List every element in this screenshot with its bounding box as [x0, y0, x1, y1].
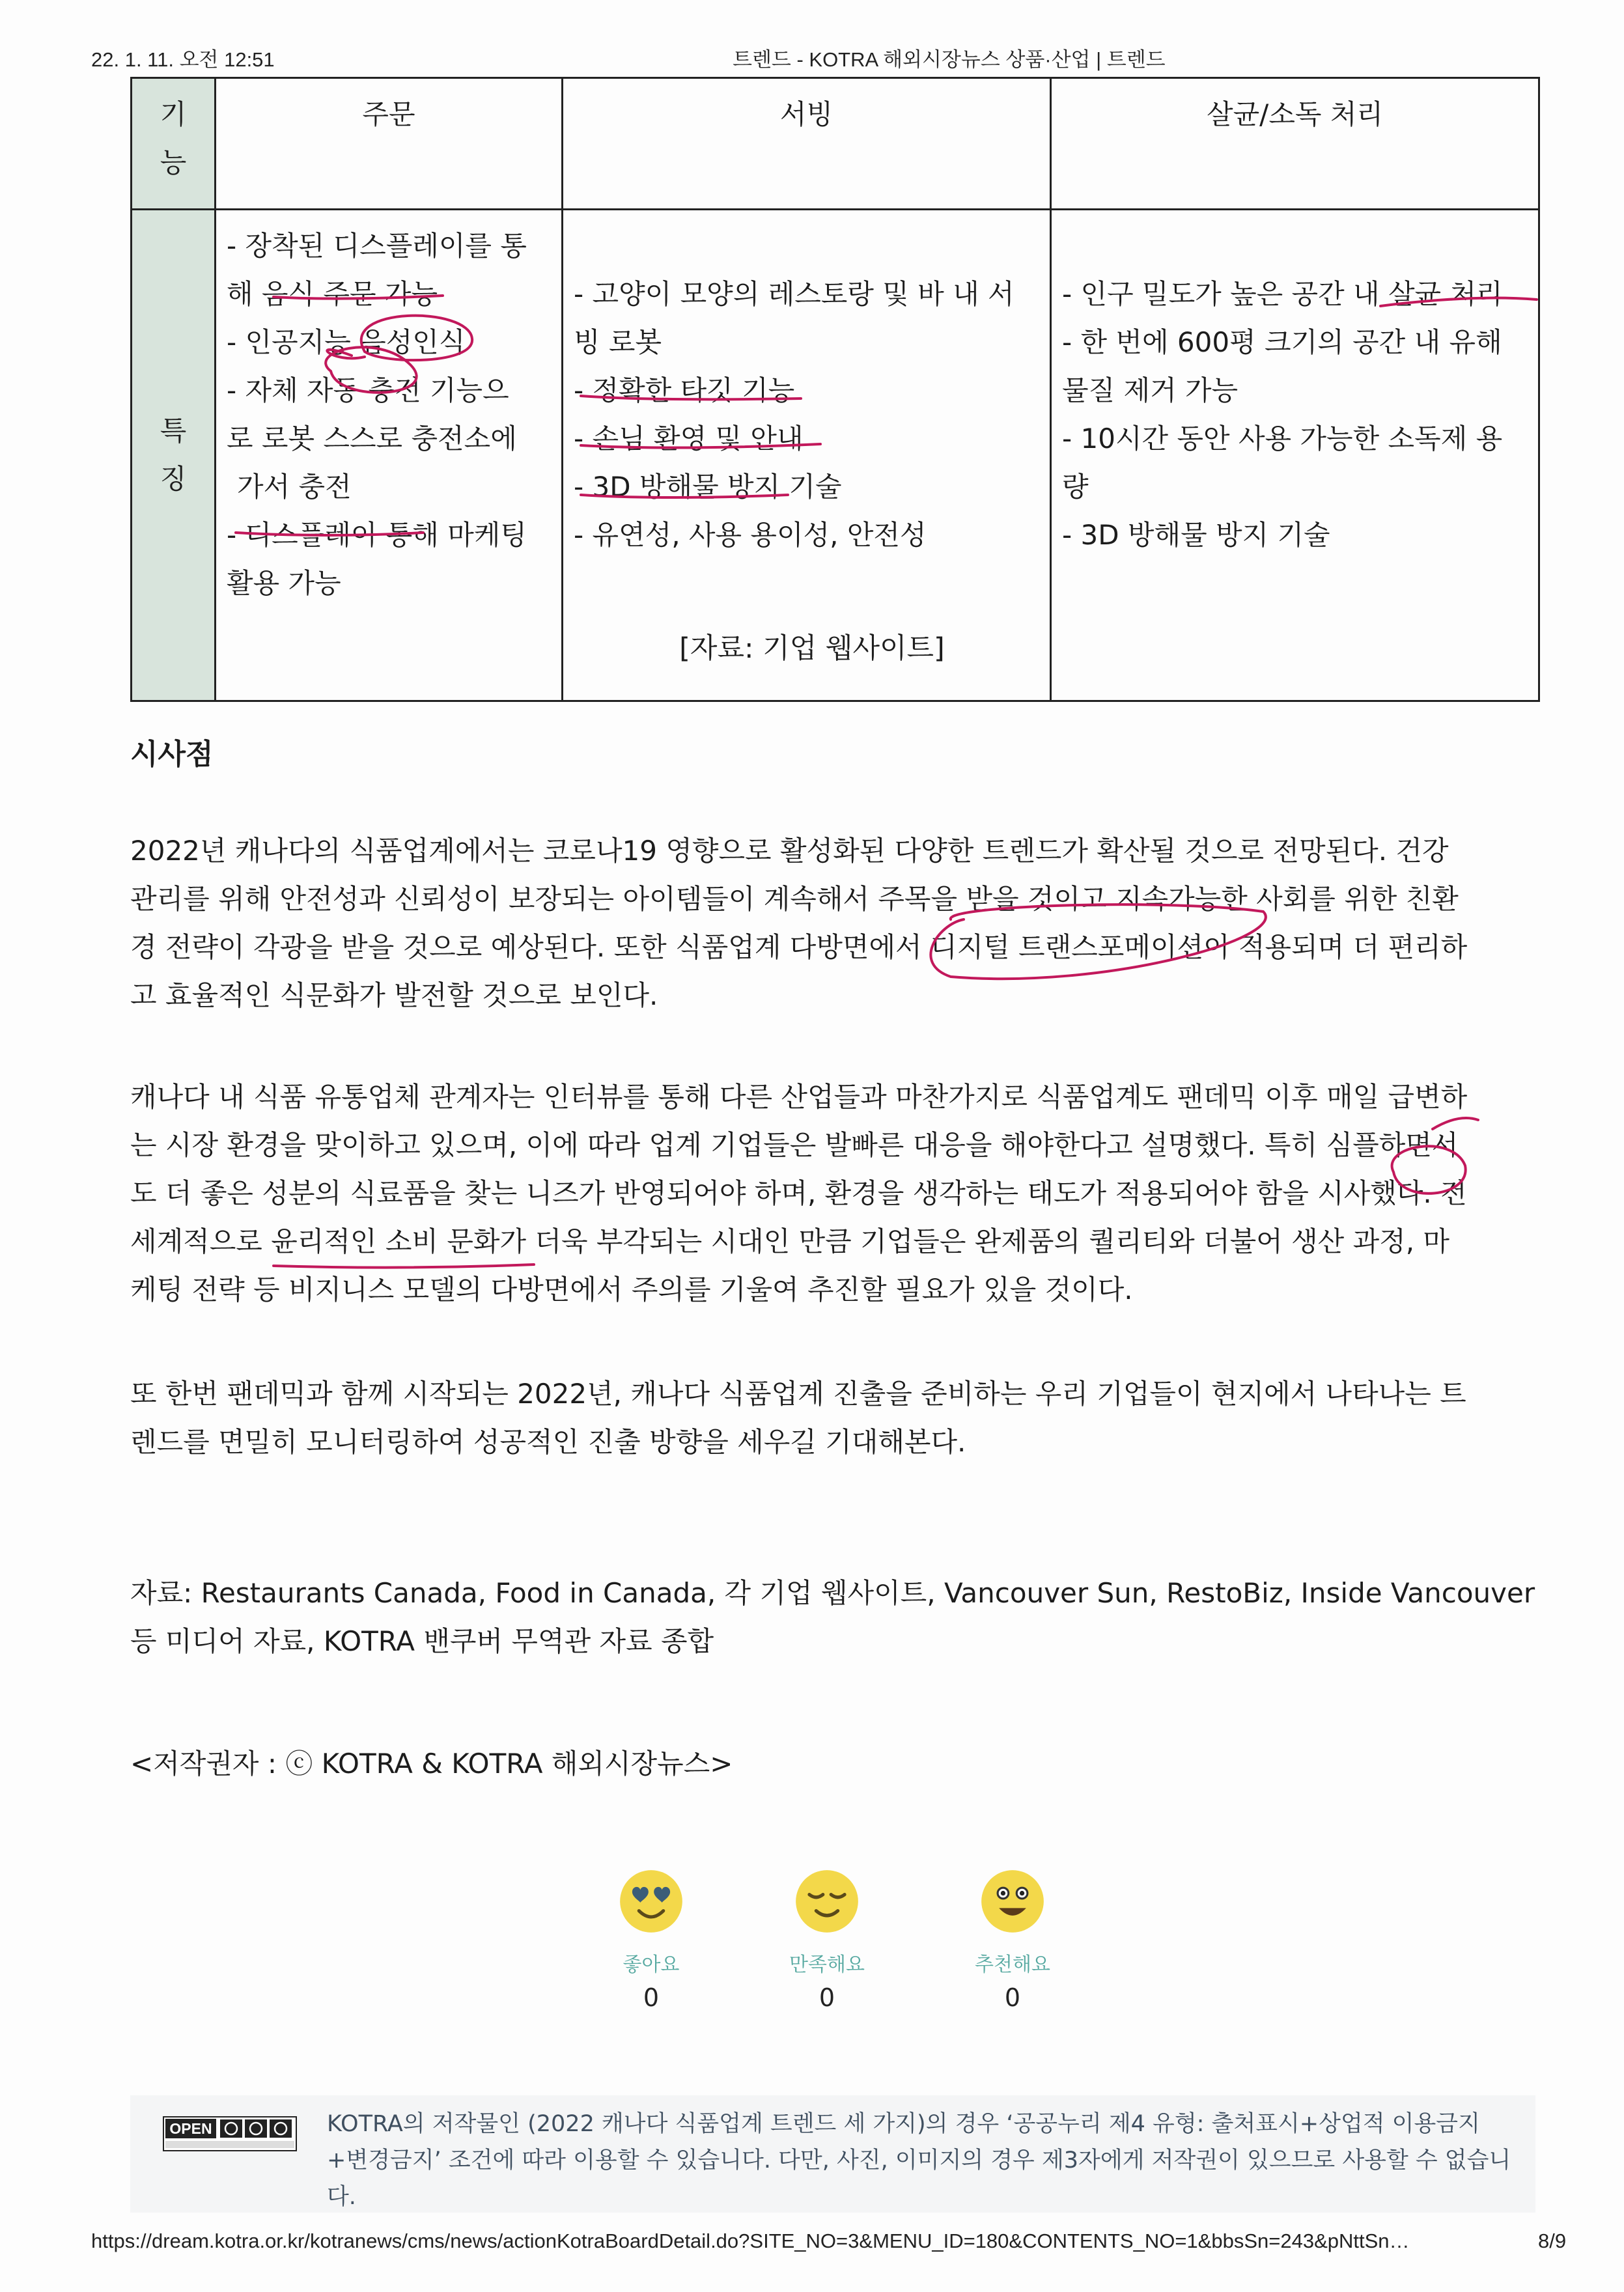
table-cell-line: - 한 번에 600평 크기의 공간 내 유해 [1062, 326, 1502, 358]
paragraph-line: 또 한번 팬데믹과 함께 시작되는 2022년, 캐나다 식품업계 진출을 준비하는 우리 기업들이 현지에서 나타나는 트 [130, 1378, 1466, 1410]
table-cell-line: - 인공지능 음성인식 [227, 326, 466, 358]
paragraph-industry-view [130, 1073, 1537, 1314]
row-label-char: 징 [160, 463, 187, 495]
table-cell-line: - 고양이 모양의 레스토랑 및 바 내 서 [574, 278, 1015, 310]
row-label-function [132, 78, 216, 210]
paragraph-line: 경 전략이 각광을 받을 것으로 예상된다. 또한 식품업계 다방면에서 디지털 트랜스포메이션이 적용되며 더 편리하 [130, 931, 1468, 963]
kogl-type4-badge-icon [163, 2116, 297, 2151]
paragraph-line: 캐나다 내 식품 유통업체 관계자는 인터뷰를 통해 다른 산업들과 마찬가지로 식품업계도 팬데믹 이후 매일 급변하 [130, 1081, 1468, 1113]
robot-feature-table [130, 77, 1540, 702]
reaction-recommend[interactable] [947, 1867, 1078, 2012]
print-url: https://dream.kotra.or.kr/kotranews/cms/news/actionKotraBoardDetail.do?SITE_NO=3&MENU_ID=180&CONTENTS_NO=1&bbsSn=243&pNttSn… [91, 2229, 1410, 2252]
table-cell-line: - 3D 방해물 방지 기술 [1062, 519, 1330, 551]
paragraph-line: 세계적으로 윤리적인 소비 문화가 더욱 부각되는 시대인 만큼 기업들은 완제품의 퀄리티와 더불어 생산 과정, 마 [130, 1225, 1450, 1257]
license-notice-box [130, 2095, 1535, 2213]
table-cell-line: - 디스플레이 통해 마케팅 [227, 519, 527, 551]
paragraph-line: 관리를 위해 안전성과 신뢰성이 보장되는 아이템들이 계속해서 주목을 받을 것이고 지속가능한 사회를 위한 친환 [130, 883, 1459, 915]
print-datetime: 22. 1. 11. 오전 12:51 [91, 48, 275, 71]
table-cell-line: 활용 가능 [227, 567, 341, 599]
table-header-row [132, 78, 1539, 210]
reaction-count: 0 [1004, 1983, 1021, 2012]
paragraph-line: 는 시장 환경을 맞이하고 있으며, 이에 따라 업계 기업들은 발빠른 대응을 해야한다고 설명했다. 특히 심플하면서 [130, 1129, 1459, 1161]
paragraph-line: 케팅 전략 등 비지니스 모델의 다방면에서 주의를 기울여 추진할 필요가 있을 것이다. [130, 1274, 1133, 1306]
license-text [327, 2106, 1525, 2215]
column-header-order: 주문 [216, 78, 563, 210]
table-cell-line: - 인구 밀도가 높은 공간 내 살균 처리 [1062, 278, 1503, 310]
copyright-notice: <저작권자 : ⓒ KOTRA & KOTRA 해외시장뉴스> [130, 1748, 733, 1780]
paragraph-sources [130, 1569, 1537, 1666]
content-smile-emoji-icon [793, 1867, 861, 1935]
table-cell-line: - 장착된 디스플레이를 통 [227, 230, 527, 262]
table-cell-line: 로 로봇 스스로 충전소에 [227, 423, 517, 454]
table-caption: [자료: 기업 웹사이트] [679, 632, 945, 665]
reaction-bar [586, 1867, 1107, 2024]
paragraph-line: 등 미디어 자료, KOTRA 밴쿠버 무역관 자료 종합 [130, 1625, 714, 1657]
reaction-satisfied[interactable] [762, 1867, 892, 2012]
column-header-sanitize: 살균/소독 처리 [1051, 78, 1539, 210]
reaction-like[interactable] [586, 1867, 716, 2012]
table-cell-line: 물질 제거 가능 [1062, 374, 1239, 406]
paragraph-line: 2022년 캐나다의 식품업계에서는 코로나19 영향으로 활성화된 다양한 트렌드가 확산될 것으로 전망된다. 건강 [130, 835, 1449, 867]
print-page-number: 8/9 [1538, 2229, 1567, 2252]
table-cell-line: - 손님 환영 및 안내 [574, 423, 804, 454]
paragraph-outlook [130, 827, 1537, 1020]
paragraph-line: 도 더 좋은 성분의 식료품을 찾는 니즈가 반영되어야 하며, 환경을 생각하는 태도가 적용되어야 함을 시사했다. 전 [130, 1177, 1467, 1209]
paragraph-closing [130, 1370, 1537, 1466]
table-cell-line: - 유연성, 사용 용이성, 안전성 [574, 519, 927, 551]
reaction-count: 0 [643, 1983, 660, 2012]
license-line: KOTRA의 저작물인 (2022 캐나다 식품업계 트렌드 세 가지)의 경우 ‘공공누리 제4 유형: 출처표시+상업적 이용금지 [327, 2111, 1480, 2137]
reaction-label: 만족해요 [789, 1953, 865, 1976]
heart-eyes-emoji-icon [617, 1867, 685, 1935]
table-cell-line: - 3D 방해물 방지 기술 [574, 471, 842, 503]
section-title: 시사점 [130, 738, 214, 771]
paragraph-line: 자료: Restaurants Canada, Food in Canada, 각 기업 웹사이트, Vancouver Sun, RestoBiz, Inside Vancouver [130, 1577, 1535, 1609]
license-badge-text: OPEN [169, 2120, 212, 2137]
column-header-serving: 서빙 [563, 78, 1051, 210]
print-page-title: 트렌드 - KOTRA 해외시장뉴스 상품·산업 | 트렌드 [733, 48, 1166, 71]
grin-emoji-icon [979, 1867, 1046, 1935]
table-cell-line: - 정확한 타깃 기능 [574, 374, 795, 406]
table-cell-line: 량 [1062, 471, 1089, 503]
reaction-count: 0 [819, 1983, 835, 2012]
table-cell-line: 해 음식 주문 가능 [227, 278, 438, 310]
reaction-label: 추천해요 [975, 1953, 1050, 1976]
table-cell-line: - 10시간 동안 사용 가능한 소독제 용 [1062, 423, 1503, 454]
table-cell-line: 빙 로봇 [574, 326, 662, 358]
license-line: +변경금지’ 조건에 따라 이용할 수 있습니다. 다만, 사진, 이미지의 경우 제3자에게 저작권이 있으므로 사용할 수 없습니 [327, 2147, 1511, 2173]
row-label-char: 능 [160, 147, 187, 178]
reaction-label: 좋아요 [623, 1953, 680, 1976]
paragraph-line: 렌드를 면밀히 모니터링하여 성공적인 진출 방향을 세우길 기대해본다. [130, 1426, 966, 1458]
license-line: 다. [327, 2184, 356, 2210]
table-cell-line: - 자체 자동 충전 기능으 [227, 374, 509, 406]
row-label-char: 기 [160, 98, 187, 130]
paragraph-line: 고 효율적인 식문화가 발전할 것으로 보인다. [130, 979, 658, 1011]
table-cell-line: 가서 충전 [237, 471, 352, 503]
row-label-char: 특 [160, 415, 187, 447]
